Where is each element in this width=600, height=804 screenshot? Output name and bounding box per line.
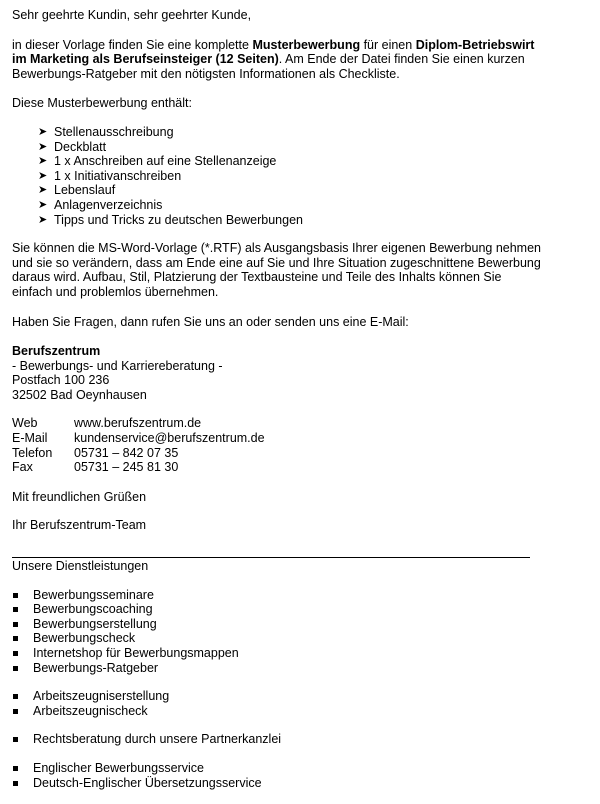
- square-bullet-icon: [13, 766, 18, 771]
- square-bullet-icon: [13, 694, 18, 699]
- list-item-label: Bewerbungs-Ratgeber: [33, 660, 159, 675]
- square-bullet-icon: [13, 622, 18, 627]
- intro-text-1: in dieser Vorlage finden Sie eine komplette: [12, 37, 253, 52]
- contact-row-fax: [12, 460, 265, 475]
- list-item-label: Rechtsberatung durch unsere Partnerkanzlei: [33, 732, 282, 747]
- list-item: [12, 704, 542, 719]
- contact-row-web: [12, 416, 265, 431]
- arrow-bullet-icon: ➤: [38, 169, 48, 182]
- list-item-label: 1 x Anschreiben auf eine Stellenanzeige: [54, 154, 277, 169]
- list-item-label: Bewerbungscoaching: [33, 602, 153, 617]
- list-item-label: Bewerbungserstellung: [33, 616, 157, 631]
- questions-paragraph: Haben Sie Fragen, dann rufen Sie uns an oder senden uns eine E-Mail:: [12, 314, 409, 329]
- contact-row-email: [12, 431, 265, 446]
- contents-list: [12, 125, 542, 227]
- list-item-label: Arbeitszeugnischeck: [33, 703, 148, 718]
- greeting: Sehr geehrte Kundin, sehr geehrter Kunde,: [12, 8, 252, 22]
- list-item-label: Englischer Bewerbungsservice: [33, 760, 204, 775]
- company-city: 32502 Bad Oeynhausen: [12, 387, 147, 402]
- contact-value-web[interactable]: www.berufszentrum.de: [74, 416, 202, 431]
- closing: Mit freundlichen Grüßen: [12, 489, 147, 504]
- intro-text-3: . Am Ende der Datei finden Sie einen kurzen Bewerbungs-Ratgeber mit den nötigsten Informationen als Checkliste.: [12, 52, 525, 81]
- document-page: [12, 8, 542, 804]
- list-item-label: Tipps und Tricks zu deutschen Bewerbungen: [54, 212, 303, 227]
- contact-label: Fax: [12, 460, 33, 475]
- list-item-label: Lebenslauf: [54, 183, 116, 198]
- arrow-bullet-icon: ➤: [38, 184, 48, 197]
- contains-heading: Diese Musterbewerbung enthält:: [12, 96, 192, 111]
- usage-paragraph: Sie können die MS-Word-Vorlage (*.RTF) als Ausgangsbasis Ihrer eigenen Bewerbung nehmen und sie so verändern, dass am Ende eine auf Sie und Ihre Situation zugeschnittene Bewerbung daraus wird. Aufbau, Stil, Platzierung der Textbausteine und Teile des Inhalts können Sie einfach und problemlos übernehmen.: [12, 241, 541, 299]
- contact-label: Web: [12, 416, 38, 431]
- square-bullet-icon: [13, 651, 18, 656]
- services-group-1: [12, 588, 542, 676]
- square-bullet-icon: [13, 666, 18, 671]
- services-group-4: [12, 761, 542, 790]
- list-item-label: Deutsch-Englischer Übersetzungsservice: [33, 775, 262, 790]
- arrow-bullet-icon: ➤: [38, 140, 48, 153]
- list-item-label: Stellenausschreibung: [54, 124, 174, 139]
- square-bullet-icon: [13, 607, 18, 612]
- list-item: [38, 169, 542, 184]
- list-item: [38, 183, 542, 198]
- list-item: [12, 661, 542, 676]
- arrow-bullet-icon: ➤: [38, 125, 48, 138]
- list-item: [12, 761, 542, 776]
- list-item: [12, 631, 542, 646]
- list-item: [38, 125, 542, 140]
- divider: [12, 557, 530, 558]
- list-item: [12, 646, 542, 661]
- contact-value-email[interactable]: kundenservice@berufszentrum.de: [74, 431, 265, 446]
- services-group-2: [12, 689, 542, 718]
- list-item: [12, 602, 542, 617]
- signature: Ihr Berufszentrum-Team: [12, 518, 147, 533]
- list-item: [38, 140, 542, 155]
- list-item-label: 1 x Initiativanschreiben: [54, 168, 182, 183]
- contact-value-fax: 05731 – 245 81 30: [74, 460, 179, 475]
- services-title: Unsere Dienstleistungen: [12, 559, 149, 574]
- list-item: [12, 776, 542, 791]
- square-bullet-icon: [13, 636, 18, 641]
- company-name: Berufszentrum: [12, 344, 101, 359]
- services-group-3: [12, 732, 542, 747]
- square-bullet-icon: [13, 781, 18, 786]
- intro-paragraph: [12, 38, 542, 82]
- intro-text-2: für einen: [360, 37, 416, 52]
- contact-label: E-Mail: [12, 431, 48, 446]
- list-item-label: Internetshop für Bewerbungsmappen: [33, 646, 239, 660]
- company-postbox: Postfach 100 236: [12, 373, 110, 388]
- arrow-bullet-icon: ➤: [38, 213, 48, 226]
- square-bullet-icon: [13, 737, 18, 742]
- list-item-label: Deckblatt: [54, 139, 107, 154]
- list-item-label: Bewerbungscheck: [33, 631, 136, 646]
- list-item-label: Arbeitszeugniserstellung: [33, 689, 170, 704]
- list-item: [12, 617, 542, 632]
- arrow-bullet-icon: ➤: [38, 198, 48, 211]
- company-tagline: - Bewerbungs- und Karriereberatung -: [12, 358, 223, 373]
- list-item: [12, 689, 542, 704]
- contact-value-phone: 05731 – 842 07 35: [74, 445, 179, 460]
- contact-table: [12, 416, 265, 474]
- list-item: [38, 198, 542, 213]
- list-item: [12, 588, 542, 603]
- contact-row-phone: [12, 446, 265, 461]
- list-item: [38, 154, 542, 169]
- list-item: [38, 213, 542, 228]
- list-item-label: Bewerbungsseminare: [33, 587, 154, 602]
- square-bullet-icon: [13, 709, 18, 714]
- square-bullet-icon: [13, 593, 18, 598]
- list-item: [12, 732, 542, 747]
- contact-label: Telefon: [12, 445, 53, 460]
- arrow-bullet-icon: ➤: [38, 155, 48, 168]
- intro-bold-2: Diplom-Betriebswirt im Marketing als Berufseinsteiger (12 Seiten): [12, 37, 535, 67]
- intro-bold-1: Musterbewerbung: [252, 37, 361, 52]
- list-item-label: Anlagenverzeichnis: [54, 197, 163, 212]
- company-address: [12, 344, 542, 402]
